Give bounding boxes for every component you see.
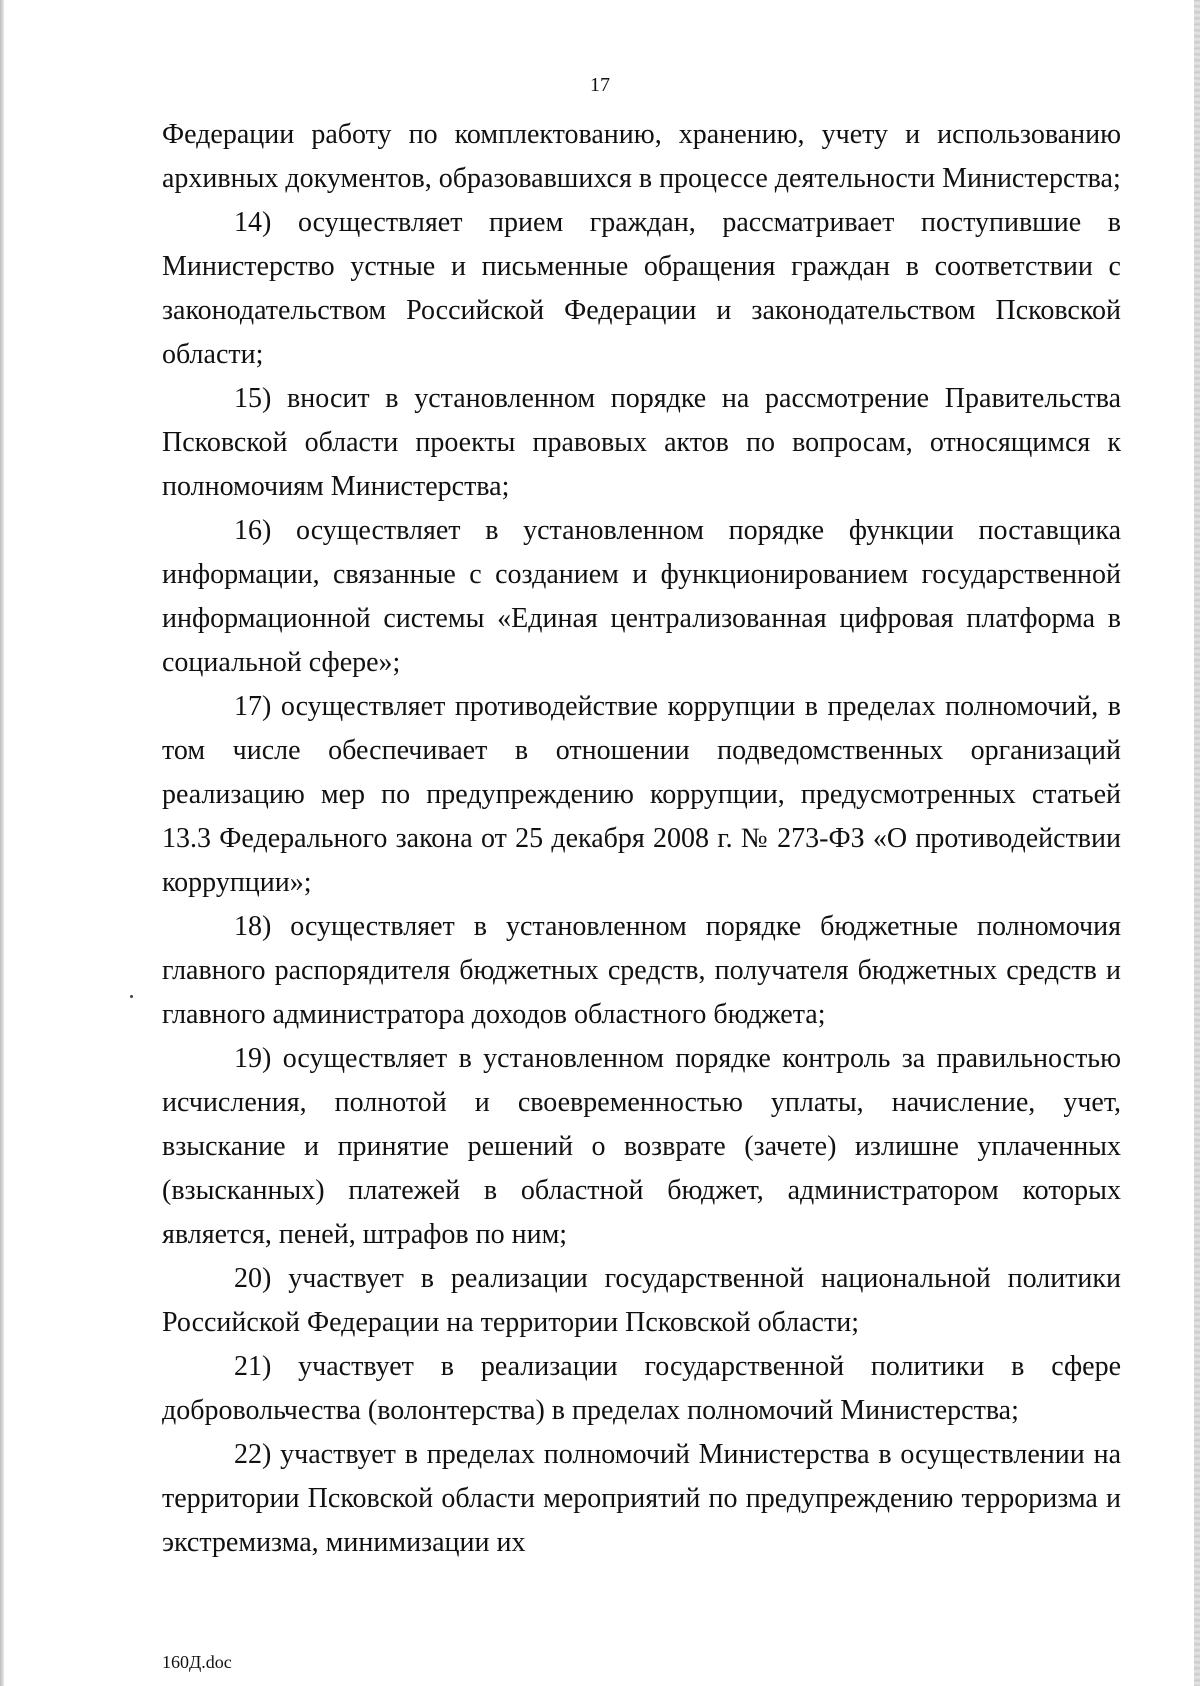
paragraph: 21) участвует в реализации государственной политики в сфере добровольчества (волонтерства) в пределах полномочий Министерства; bbox=[162, 1351, 1121, 1426]
scan-speck bbox=[130, 995, 133, 998]
paragraph: 20) участвует в реализации государственной национальной политики Российской Федерации на территории Псковской области; bbox=[162, 1263, 1121, 1338]
page-number: 17 bbox=[590, 74, 610, 96]
paragraph: 15) вносит в установленном порядке на рассмотрение Правительства Псковской области проекты правовых актов по вопросам, относящимся к полномочиям Министерства; bbox=[162, 383, 1121, 502]
paragraph: 17) осуществляет противодействие коррупции в пределах полномочий, в том числе обеспечивает в отношении подведомственных организаций реализацию мер по предупреждению коррупции, предусмотренных статьей 13.3 Федерального закона от 25 декабря 2008 г. № 273-ФЗ «О противодействии коррупции»; bbox=[162, 691, 1121, 898]
paragraph: 18) осуществляет в установленном порядке бюджетные полномочия главного распорядителя бюджетных средств, получателя бюджетных средств и главного администратора доходов областного бюджета; bbox=[162, 911, 1121, 1030]
paragraph: 19) осуществляет в установленном порядке контроль за правильностью исчисления, полнотой и своевременностью уплаты, начисление, учет, взыскание и принятие решений о возврате (зачете) излишне уплаченных (взысканных) платежей в областной бюджет, администратором которых является, пеней, штрафов по ним; bbox=[162, 1043, 1121, 1250]
scan-edge-left bbox=[0, 0, 4, 1686]
paragraph: 16) осуществляет в установленном порядке функции поставщика информации, связанные с созданием и функционированием государственной информационной системы «Единая централизованная цифровая платформа в социальной сфере»; bbox=[162, 515, 1121, 678]
footer-filename: 160Д.doc bbox=[162, 1652, 232, 1672]
paragraph: 14) осуществляет прием граждан, рассматривает поступившие в Министерство устные и письменные обращения граждан в соответствии с законодательством Российской Федерации и законодательством Псковской области; bbox=[162, 207, 1121, 370]
paragraph: Федерации работу по комплектованию, хранению, учету и использованию архивных документов, образовавшихся в процессе деятельности Министерства; bbox=[162, 119, 1121, 194]
document-body bbox=[162, 113, 1121, 1565]
scan-edge-right bbox=[1194, 0, 1200, 1686]
paragraph: 22) участвует в пределах полномочий Министерства в осуществлении на территории Псковской области мероприятий по предупреждению терроризма и экстремизма, минимизации их bbox=[162, 1439, 1121, 1558]
